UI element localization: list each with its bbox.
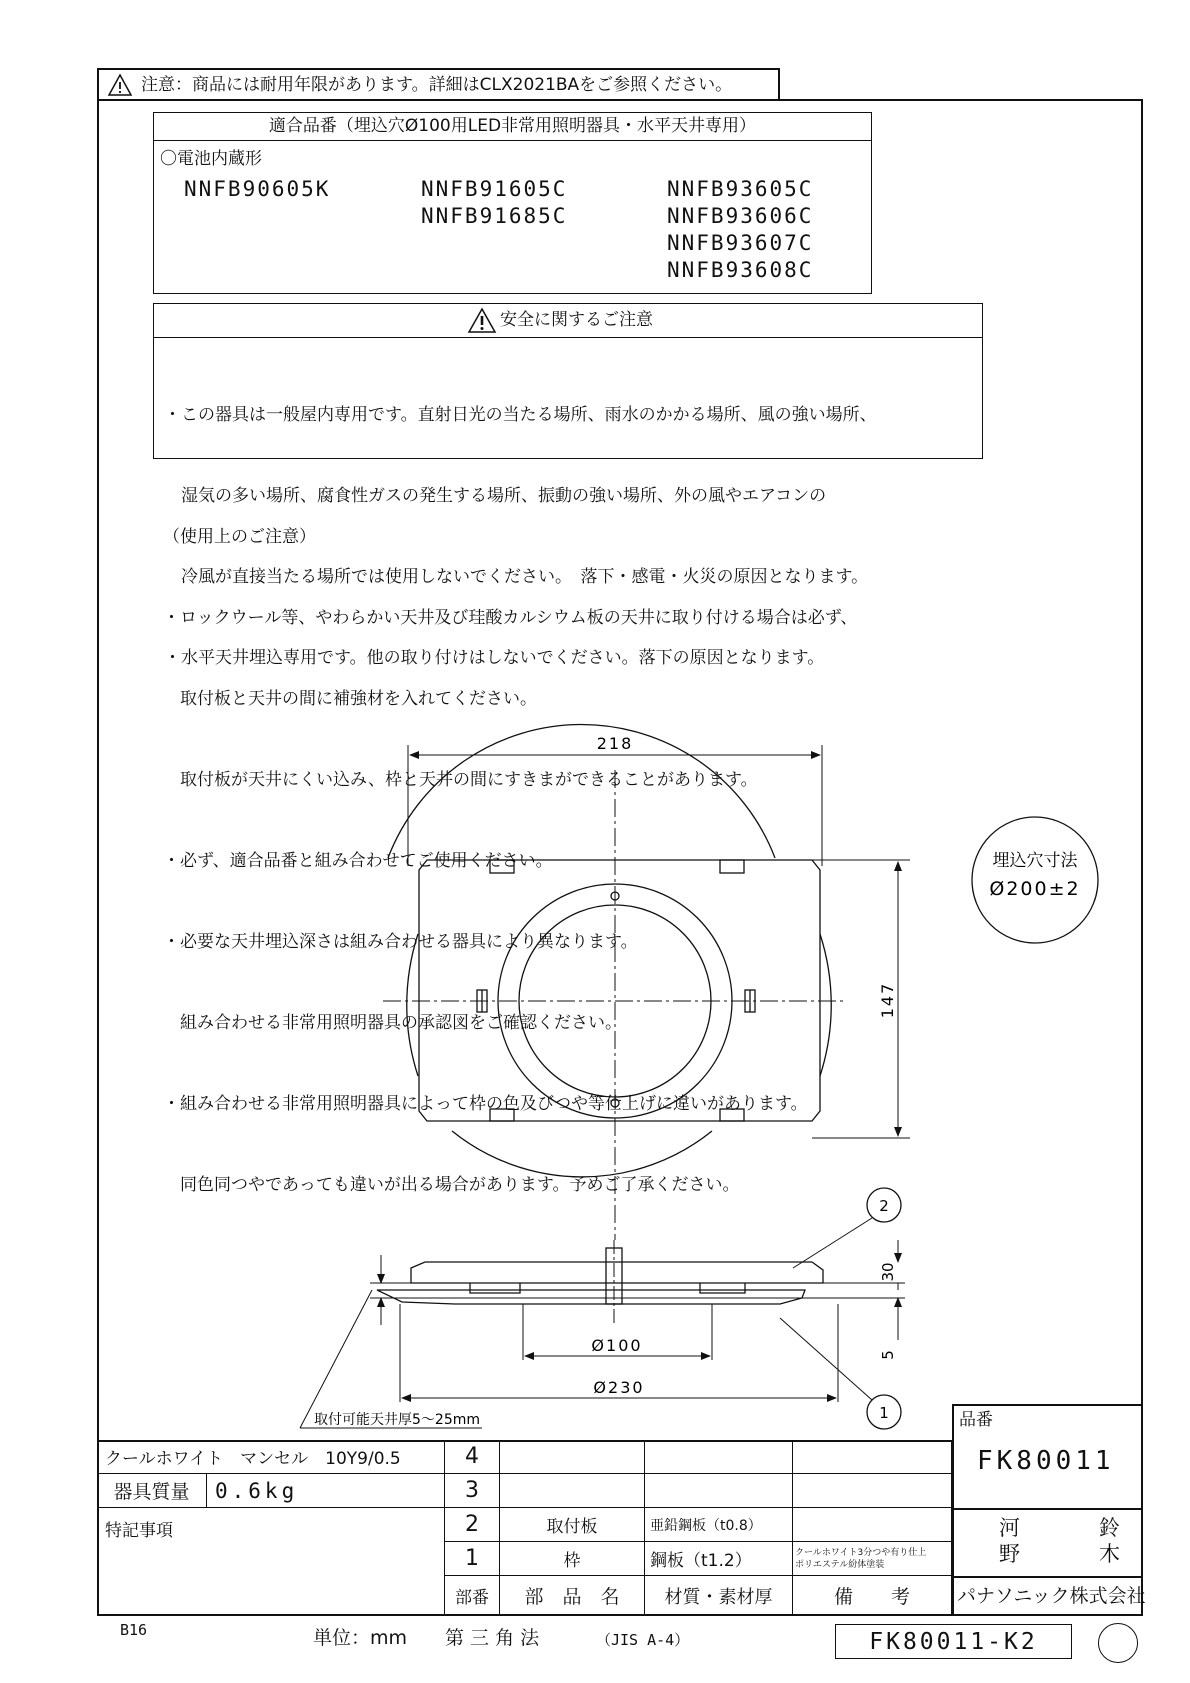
weight-label: 器具質量 bbox=[97, 1474, 207, 1508]
drafter-name: 鈴 bbox=[1099, 1516, 1120, 1540]
usage-header: （使用上のご注意） bbox=[163, 527, 316, 547]
model-number: NNFB91605C bbox=[421, 177, 568, 201]
ceiling-note: 取付可能天井厚5～25mm bbox=[314, 1412, 480, 1428]
weight-value: 0.6kg bbox=[207, 1474, 445, 1508]
safety-line: ・水平天井埋込専用です。他の取り付けはしないでください。落下の原因となります。 bbox=[164, 648, 825, 668]
doc-number: FK80011-K2 bbox=[869, 1628, 1038, 1655]
dim-depth-top-label: 30 bbox=[879, 1262, 897, 1282]
cutout-label: 埋込穴寸法 bbox=[992, 851, 1078, 871]
col-header-material: 材質・素材厚 bbox=[645, 1576, 793, 1616]
paper-size: （JIS A-4） bbox=[596, 1631, 690, 1649]
plate-tab bbox=[490, 1109, 514, 1121]
part-name: 枠 bbox=[500, 1542, 645, 1576]
checker-name: 河 bbox=[999, 1516, 1020, 1540]
row-num: 4 bbox=[445, 1440, 500, 1474]
safety-line: 冷風が直接当たる場所では使用しないでください。 落下・感電・火災の原因となります。 bbox=[164, 567, 869, 587]
frame-outline-right bbox=[820, 934, 831, 1076]
side-frame bbox=[377, 1290, 805, 1304]
callout-1-label: 1 bbox=[879, 1404, 889, 1422]
usage-line: 組み合わせる非常用照明器具の承認図をご確認ください。 bbox=[163, 1013, 622, 1033]
usage-line: 同色同つやであっても違いが出る場合があります。予めご了承ください。 bbox=[163, 1175, 740, 1195]
dim-height-label: 147 bbox=[878, 981, 897, 1019]
usage-line: 取付板と天井の間に補強材を入れてください。 bbox=[163, 689, 537, 709]
col-header-remark: 備 考 bbox=[793, 1576, 952, 1616]
dim-depth-bottom-label: 5 bbox=[879, 1350, 897, 1360]
usage-line: ・必要な天井埋込深さは組み合わせる器具により異なります。 bbox=[163, 932, 638, 952]
company-name: パナソニック株式会社 bbox=[957, 1585, 1146, 1607]
part-no-value: FK80011 bbox=[977, 1446, 1115, 1476]
frame-outline-top bbox=[388, 725, 775, 858]
safety-line: ・この器具は一般屋内専用です。直射日光の当たる場所、雨水のかかる場所、風の強い場所、 bbox=[164, 405, 877, 425]
doc-number-box bbox=[835, 1624, 1072, 1659]
frame-outline-bottom bbox=[452, 1131, 712, 1177]
dim-width-label: 218 bbox=[596, 734, 634, 753]
dim-inner-label: Ø100 bbox=[591, 1336, 643, 1355]
notice-text: 注意：商品には耐用年限があります。詳細はCLX2021BAをご参照ください。 bbox=[141, 75, 733, 95]
remark-line: クールホワイト3分つや有り仕上 bbox=[795, 1547, 927, 1558]
notes-label: 特記事項 bbox=[97, 1508, 445, 1616]
usage-line: 取付板が天井にくい込み、枠と天井の間にすきまができることがあります。 bbox=[163, 770, 758, 790]
model-number: NNFB93607C bbox=[667, 231, 814, 255]
safety-line: 湿気の多い場所、腐食性ガスの発生する場所、振動の強い場所、外の風やエアコンの bbox=[164, 486, 827, 506]
usage-line: ・ロックウール等、やわらかい天井及び珪酸カルシウム板の天井に取り付ける場合は必ず、 bbox=[163, 608, 858, 628]
compatible-header: 適合品番（埋込穴Ø100用LED非常用照明器具・水平天井専用） bbox=[154, 113, 871, 141]
part-material: 鋼板（t1.2） bbox=[645, 1542, 793, 1576]
part-material: 亜鉛鋼板（t0.8） bbox=[645, 1508, 793, 1542]
side-plate bbox=[411, 1262, 823, 1283]
part-name: 取付板 bbox=[500, 1508, 645, 1542]
sheet-code: B16 bbox=[120, 1621, 148, 1639]
model-number: NNFB93605C bbox=[667, 177, 814, 201]
row-num: 2 bbox=[445, 1508, 500, 1542]
model-number: NNFB91685C bbox=[421, 204, 568, 228]
remark-line: ポリエステル紛体塗装 bbox=[795, 1559, 885, 1570]
model-number: NNFB90605K bbox=[184, 177, 331, 201]
safety-header: 安全に関するご注意 bbox=[500, 310, 653, 330]
cutout-value: Ø200±2 bbox=[989, 878, 1081, 900]
usage-line: ・必ず、適合品番と組み合わせてご使用ください。 bbox=[163, 851, 553, 871]
model-number: NNFB93606C bbox=[667, 204, 814, 228]
units-method: 単位：mm 第 三 角 法 bbox=[313, 1627, 540, 1649]
plate-tab bbox=[720, 860, 744, 873]
model-number: NNFB93608C bbox=[667, 258, 814, 282]
row-num: 1 bbox=[445, 1542, 500, 1576]
callout-2-label: 2 bbox=[879, 1197, 889, 1215]
part-remark bbox=[793, 1542, 952, 1576]
plate-tab bbox=[490, 860, 514, 873]
col-header-name: 部 品 名 bbox=[500, 1576, 645, 1616]
battery-type-label: 〇電池内蔵形 bbox=[160, 149, 262, 169]
color-spec: クールホワイト マンセル 10Y9/0.5 bbox=[97, 1440, 445, 1474]
col-header-no: 部番 bbox=[445, 1576, 500, 1616]
checker-name: 野 bbox=[999, 1542, 1020, 1566]
revision-circle bbox=[1098, 1623, 1138, 1663]
row-num: 3 bbox=[445, 1474, 500, 1508]
drafter-name: 木 bbox=[1099, 1542, 1120, 1566]
part-no-label: 品番 bbox=[959, 1410, 993, 1430]
plate-tab bbox=[720, 1109, 744, 1121]
frame-outline-left bbox=[407, 934, 418, 1076]
dim-outer-label: Ø230 bbox=[593, 1378, 645, 1397]
usage-line: ・組み合わせる非常用照明器具によって枠の色及びつや等仕上げに違いがあります。 bbox=[163, 1094, 808, 1114]
